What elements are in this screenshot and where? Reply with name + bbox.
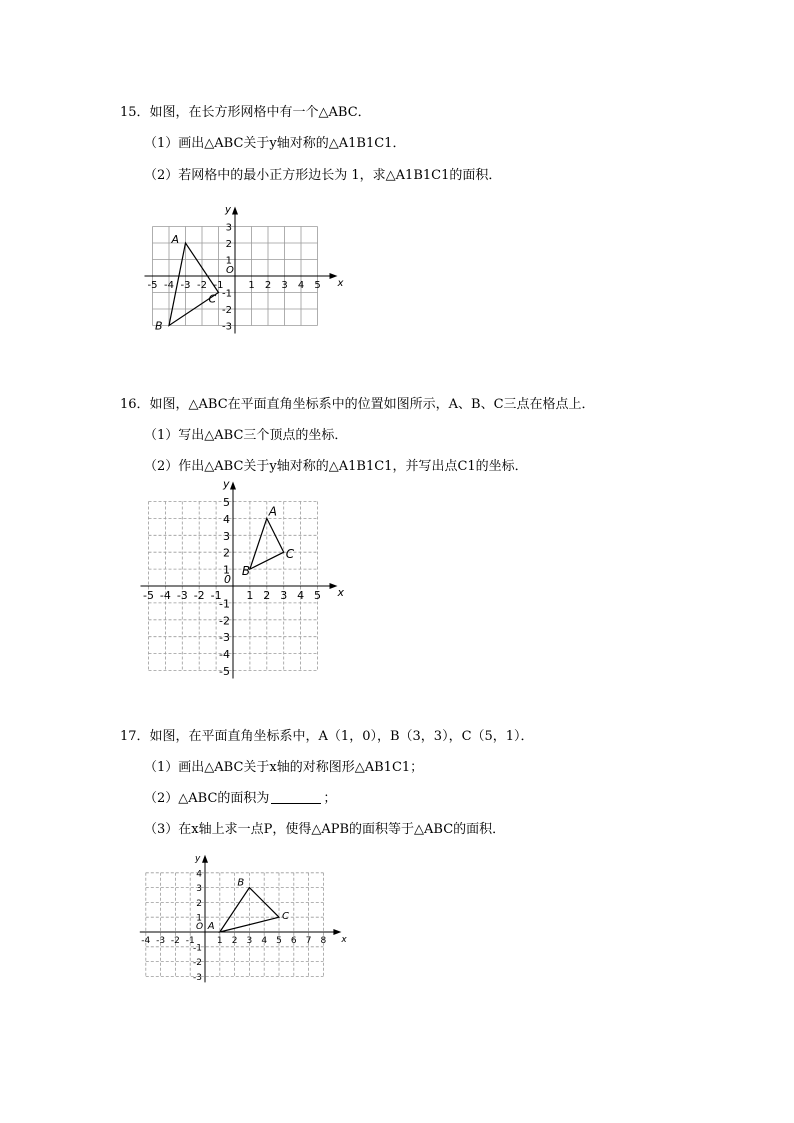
x-tick-label: 6: [290, 936, 297, 946]
q15-part2: （2）若网格中的最小正方形边长为 1，求△A1B1C1的面积．: [144, 168, 502, 183]
y-tick-label: 2: [225, 239, 232, 250]
x-tick-label: 4: [261, 936, 268, 946]
x-tick-label: 3: [246, 936, 253, 946]
x-tick-label: 7: [305, 936, 312, 946]
q17-part1: （1）画出△ABC关于x轴的对称图形△AB1C1；: [144, 760, 424, 775]
y-tick-label: 3: [225, 222, 232, 234]
y-tick-label: 2: [196, 898, 202, 909]
q17-part2-text: （2）△ABC的面积为: [144, 791, 270, 806]
x-axis-label: x: [337, 586, 345, 599]
x-tick-label: -5: [143, 589, 154, 602]
q15-part1: （1）画出△ABC关于y轴对称的△A1B1C1．: [144, 136, 406, 151]
origin-label: 0: [224, 573, 231, 586]
x-tick-label: -3: [176, 589, 188, 602]
x-axis-label: x: [341, 935, 347, 945]
y-tick-label: 5: [223, 496, 230, 509]
x-tick-label: -1: [185, 936, 195, 946]
q15-title: 15．如图，在长方形网格中有一个△ABC．: [120, 105, 371, 120]
vertex-label-c: C: [282, 911, 289, 923]
x-tick-label: 1: [248, 280, 255, 291]
x-tick-label: -4: [159, 589, 171, 602]
y-tick-label: 1: [225, 255, 232, 267]
x-tick-label: 1: [246, 589, 254, 602]
y-tick-label: -2: [222, 305, 232, 316]
vertex-label-b: B: [155, 319, 163, 333]
q17-part3: （3）在x轴上求一点P，使得△APB的面积等于△ABC的面积．: [144, 822, 506, 837]
y-tick-label: -3: [222, 321, 232, 333]
x-axis-arrow-icon: [333, 929, 341, 935]
origin-label: O: [196, 922, 204, 932]
y-axis-label: y: [195, 853, 201, 864]
q16-title: 16．如图，△ABC在平面直角坐标系中的位置如图所示，A、B、C三点在格点上．: [120, 397, 595, 412]
x-tick-label: 3: [280, 589, 288, 602]
x-tick-label: 3: [281, 280, 288, 291]
x-tick-label: 2: [231, 936, 238, 946]
y-tick-label: -5: [219, 665, 230, 678]
y-axis-arrow-icon: [202, 855, 208, 863]
vertex-label-a: A: [171, 233, 180, 246]
x-tick-label: -1: [213, 280, 224, 291]
y-tick-label: -1: [222, 288, 232, 300]
y-tick-label: -3: [219, 631, 230, 645]
vertex-label-b: B: [237, 877, 245, 889]
y-tick-label: -3: [193, 972, 202, 983]
x-tick-label: -4: [141, 936, 151, 946]
q16-part1: （1）写出△ABC三个顶点的坐标．: [144, 428, 348, 443]
y-tick-label: -1: [193, 943, 202, 954]
x-tick-label: 5: [276, 936, 282, 946]
x-tick-label: -3: [156, 936, 166, 946]
y-tick-label: 3: [196, 884, 202, 895]
q17-title: 17．如图，在平面直角坐标系中，A（1，0），B（3，3），C（5，1）．: [120, 729, 534, 744]
vertex-label-a: A: [268, 504, 278, 519]
y-tick-label: 1: [223, 563, 230, 577]
y-tick-label: -2: [219, 614, 230, 628]
q16-part2: （2）作出△ABC关于y轴对称的△A1B1C1，并写出点C1的坐标．: [144, 459, 528, 474]
y-tick-label: -2: [193, 958, 202, 969]
q17-part2-end: ；: [323, 791, 337, 806]
x-axis-label: x: [337, 278, 344, 289]
y-tick-label: 2: [223, 546, 230, 560]
x-tick-label: 2: [263, 589, 271, 602]
x-tick-label: 4: [297, 280, 305, 291]
x-tick-label: -3: [180, 280, 191, 291]
y-axis-label: y: [225, 204, 231, 216]
x-tick-label: 4: [297, 589, 305, 602]
x-tick-label: -5: [147, 280, 158, 291]
x-tick-label: 5: [314, 280, 321, 291]
vertex-label-b: B: [241, 564, 251, 579]
y-tick-label: 4: [196, 869, 202, 880]
vertex-label-c: C: [285, 547, 295, 562]
x-tick-label: -4: [164, 280, 174, 291]
x-tick-label: -1: [210, 589, 222, 602]
x-tick-label: -2: [193, 589, 205, 602]
x-tick-label: -2: [170, 936, 180, 946]
y-tick-label: -4: [219, 648, 230, 662]
x-tick-label: 2: [264, 280, 272, 291]
x-tick-label: 5: [314, 589, 321, 602]
vertex-label-a: A: [207, 921, 215, 932]
y-tick-label: 4: [223, 512, 230, 526]
x-tick-label: 1: [216, 936, 223, 946]
vertex-label-c: C: [208, 292, 217, 306]
x-tick-label: -2: [197, 280, 207, 291]
y-tick-label: 3: [223, 529, 230, 543]
x-tick-label: 8: [320, 936, 327, 946]
origin-label: O: [226, 265, 234, 276]
y-axis-label: y: [223, 477, 230, 491]
y-tick-label: -1: [219, 597, 230, 611]
y-tick-label: 1: [196, 913, 202, 924]
